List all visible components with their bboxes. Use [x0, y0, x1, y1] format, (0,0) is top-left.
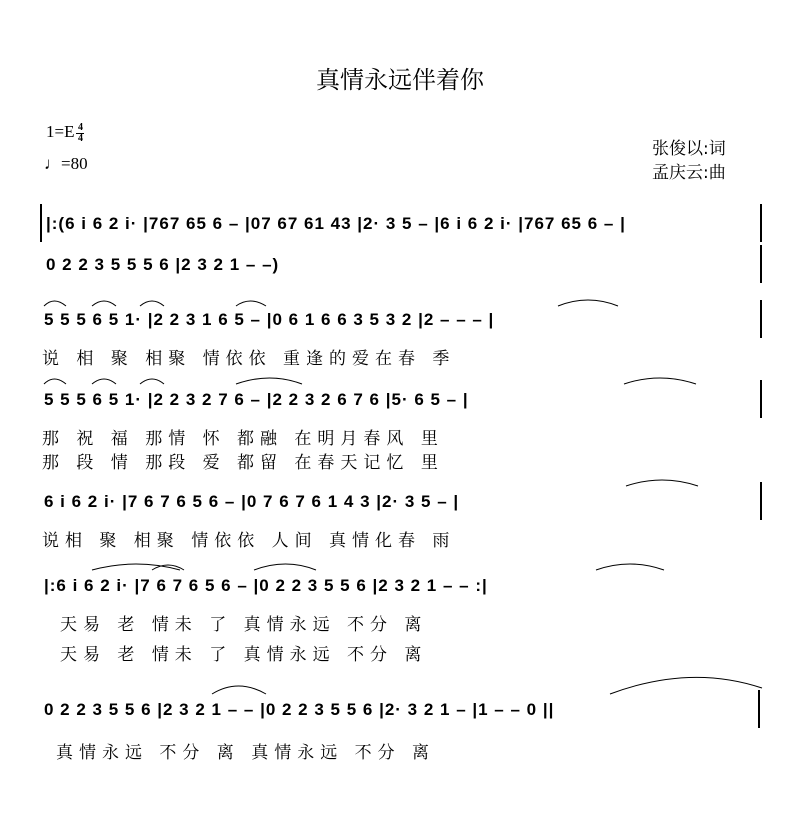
time-signature: [76, 123, 84, 144]
staff-row-4: [40, 380, 762, 420]
time-sig-denominator: 4: [77, 132, 83, 144]
barline-end: [760, 300, 762, 338]
staff-row-1: [40, 204, 762, 244]
lyric-line-row-6-verse-1: 天易 老 情未 了 真情永远 不分 离: [60, 615, 428, 635]
lyric-line-row-3: 说 相 聚 相聚 情依依 重逢的爱在春 季: [42, 349, 456, 369]
staff-row-2: [40, 245, 762, 285]
slur-arcs-row-4: [40, 372, 762, 386]
staff-row-7: [40, 690, 762, 730]
notation-row-4: 5 5 5 6 5 1· |2 2 3 2 7 6 – |2 2 3 2 6 7 6 |5· 6 5 – |: [44, 390, 469, 409]
key-text: 1=E: [46, 122, 75, 141]
barline-end: [760, 245, 762, 283]
lyric-line-row-5: 说相 聚 相聚 情依依 人间 真情化春 雨: [42, 531, 456, 551]
repeat-start-barline: [40, 204, 42, 242]
notation-row-2: 0 2 2 3 5 5 5 6 |2 3 2 1 – –): [46, 255, 280, 274]
notation-row-1: |:(6 i 6 2 i· |767 65 6 – |07 67 61 43 |2· 3 5 – |6 i 6 2 i· |767 65 6 – |: [46, 214, 626, 233]
barline-end: [760, 482, 762, 520]
slur-arcs-row-6: [40, 558, 762, 572]
slur-arcs-row-7: [40, 670, 762, 690]
composer-credit: 孟庆云:曲: [652, 163, 726, 183]
time-sig-numerator: 4: [77, 121, 83, 133]
notation-row-3: 5 5 5 6 5 1· |2 2 3 1 6 5 – |0 6 1 6 6 3 5 3 2 |2 – – – |: [44, 310, 495, 329]
final-barline-thin: [758, 690, 760, 728]
lyric-line-row-4-verse-1: 那 祝 福 那情 怀 都融 在明月春风 里: [42, 429, 444, 449]
staff-row-6: [40, 566, 762, 606]
barline-end: [760, 204, 762, 242]
barline-end: [760, 380, 762, 418]
slur-arcs-row-3: [40, 294, 762, 308]
tempo-marking: ♩=80: [44, 154, 88, 173]
notation-row-7: 0 2 2 3 5 5 6 |2 3 2 1 – – |0 2 2 3 5 5 6 |2· 3 2 1 – |1 – – 0 ||: [44, 700, 555, 719]
staff-row-3: [40, 300, 762, 340]
lyric-line-row-7: 真情永远 不分 离 真情永远 不分 离: [56, 743, 436, 763]
notation-row-6: |:6 i 6 2 i· |7 6 7 6 5 6 – |0 2 2 3 5 5 6 |2 3 2 1 – – :|: [44, 576, 488, 595]
staff-row-5: [40, 482, 762, 522]
notation-row-5: 6 i 6 2 i· |7 6 7 6 5 6 – |0 7 6 7 6 1 4 3 |2· 3 5 – |: [44, 492, 460, 511]
key-signature: [46, 122, 84, 144]
lyricist-credit: 张俊以:词: [652, 139, 726, 159]
song-title: 真情永远伴着你: [316, 66, 484, 94]
slur-arcs-row-5: [40, 474, 762, 488]
lyric-line-row-4-verse-2: 那 段 情 那段 爱 都留 在春天记忆 里: [42, 453, 444, 473]
lyric-line-row-6-verse-2: 天易 老 情未 了 真情永远 不分 离: [60, 645, 428, 665]
